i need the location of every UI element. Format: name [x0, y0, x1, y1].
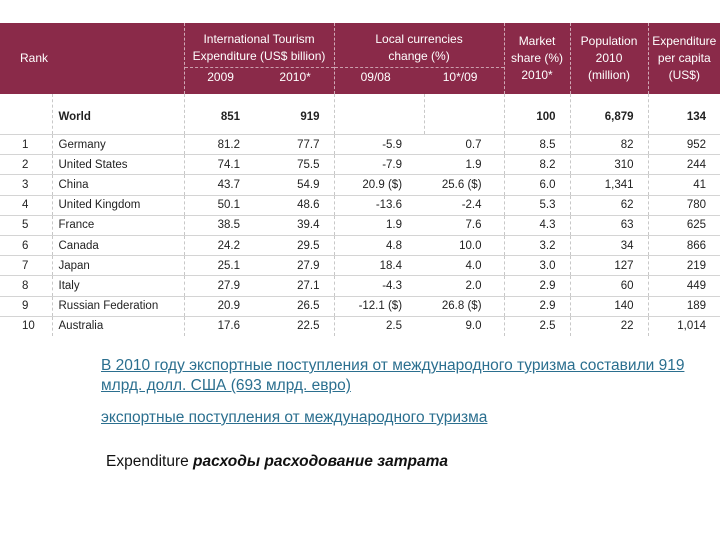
table-row — [0, 155, 720, 175]
cell-cur1009: 9.0 — [424, 316, 504, 336]
cell-share: 2.9 — [504, 296, 570, 316]
cell-country: Australia — [52, 316, 184, 336]
cell-share: 4.3 — [504, 215, 570, 235]
cell-cur1009: 26.8 ($) — [424, 296, 504, 316]
table-row — [0, 316, 720, 336]
cell-exp2009: 81.2 — [184, 135, 254, 155]
cell-per-capita: 449 — [648, 276, 720, 296]
cell-exp2009: 74.1 — [184, 155, 254, 175]
cell-rank: 6 — [0, 235, 52, 255]
expenditure-header: International Tourism Expenditure (US$ billion) 2009 2010* — [184, 23, 334, 94]
cell-country: Japan — [52, 256, 184, 276]
cell-cur1009: 10.0 — [424, 235, 504, 255]
cell-exp2010: 77.7 — [254, 135, 334, 155]
cell-cur1009: 2.0 — [424, 276, 504, 296]
cell-population: 62 — [570, 195, 648, 215]
table-row — [0, 235, 720, 255]
cell-rank: 7 — [0, 256, 52, 276]
cell-exp2010: 75.5 — [254, 155, 334, 175]
cell-country: United States — [52, 155, 184, 175]
caption-sentence[interactable]: В 2010 году экспортные поступления от международного туризма составили 919 млрд. долл. США (693 млрд. евро) — [101, 357, 685, 394]
cell-cur0908: -12.1 ($) — [334, 296, 424, 316]
cell-per-capita: 41 — [648, 175, 720, 195]
cell-cur0908: -4.3 — [334, 276, 424, 296]
cell-cur1009: -2.4 — [424, 195, 504, 215]
cell-country: Canada — [52, 235, 184, 255]
cell-population: 127 — [570, 256, 648, 276]
cell-exp2010: 29.5 — [254, 235, 334, 255]
cell-rank: 1 — [0, 135, 52, 155]
cell-exp2009: 38.5 — [184, 215, 254, 235]
glossary-terms — [106, 452, 448, 472]
cell-rank: 8 — [0, 276, 52, 296]
cell-per-capita: 219 — [648, 256, 720, 276]
cell-population: 60 — [570, 276, 648, 296]
cell-cur0908: 4.8 — [334, 235, 424, 255]
cell-exp2010: 27.9 — [254, 256, 334, 276]
cell-exp2009: 17.6 — [184, 316, 254, 336]
cell-rank: 10 — [0, 316, 52, 336]
cell-share: 6.0 — [504, 175, 570, 195]
table-row — [0, 195, 720, 215]
cell-share: 2.9 — [504, 276, 570, 296]
cell-cur0908: -13.6 — [334, 195, 424, 215]
cell-per-capita: 866 — [648, 235, 720, 255]
cell-rank: 9 — [0, 296, 52, 316]
cell-rank: 3 — [0, 175, 52, 195]
cell-exp2009: 24.2 — [184, 235, 254, 255]
cell-share: 2.5 — [504, 316, 570, 336]
cell-cur1009: 7.6 — [424, 215, 504, 235]
tourism-expenditure-table — [0, 23, 720, 333]
cell-exp2009: 50.1 — [184, 195, 254, 215]
cell-per-capita: 625 — [648, 215, 720, 235]
cell-cur0908: 1.9 — [334, 215, 424, 235]
cell-population: 22 — [570, 316, 648, 336]
cell-share: 8.2 — [504, 155, 570, 175]
cell-population: 82 — [570, 135, 648, 155]
table-row — [0, 296, 720, 316]
cell-exp2010: 48.6 — [254, 195, 334, 215]
cell-country: China — [52, 175, 184, 195]
cell-cur0908: -5.9 — [334, 135, 424, 155]
cell-share: 3.0 — [504, 256, 570, 276]
cell-population: 140 — [570, 296, 648, 316]
cell-population: 310 — [570, 155, 648, 175]
cell-cur0908: 18.4 — [334, 256, 424, 276]
table-row — [0, 276, 720, 296]
market-share-header: Market share (%) 2010* — [504, 23, 570, 94]
cell-population: 1,341 — [570, 175, 648, 195]
term-russian: расходы расходование затрата — [193, 453, 448, 470]
cell-cur0908: -7.9 — [334, 155, 424, 175]
table-row — [0, 175, 720, 195]
cell-cur0908: 2.5 — [334, 316, 424, 336]
cell-country: Russian Federation — [52, 296, 184, 316]
cell-exp2010: 39.4 — [254, 215, 334, 235]
cell-cur1009: 0.7 — [424, 135, 504, 155]
cell-rank: 2 — [0, 155, 52, 175]
cell-per-capita: 1,014 — [648, 316, 720, 336]
cell-per-capita: 244 — [648, 155, 720, 175]
cell-exp2009: 43.7 — [184, 175, 254, 195]
cell-cur1009: 4.0 — [424, 256, 504, 276]
cell-cur1009: 1.9 — [424, 155, 504, 175]
term-english: Expenditure — [106, 453, 189, 470]
population-header: Population 2010 (million) — [570, 23, 648, 94]
cell-country: Germany — [52, 135, 184, 155]
cell-exp2009: 27.9 — [184, 276, 254, 296]
cell-rank: 5 — [0, 215, 52, 235]
cell-population: 63 — [570, 215, 648, 235]
table-header-row — [0, 23, 720, 94]
cell-exp2009: 20.9 — [184, 296, 254, 316]
table-row — [0, 215, 720, 235]
cell-per-capita: 780 — [648, 195, 720, 215]
cell-share: 3.2 — [504, 235, 570, 255]
cell-exp2010: 27.1 — [254, 276, 334, 296]
cell-rank: 4 — [0, 195, 52, 215]
cell-country: United Kingdom — [52, 195, 184, 215]
cell-cur1009: 25.6 ($) — [424, 175, 504, 195]
currency-header: Local currencies change (%) 09/08 10*/09 — [334, 23, 504, 94]
cell-share: 5.3 — [504, 195, 570, 215]
caption-phrase[interactable]: экспортные поступления от международного туризма — [101, 409, 488, 426]
cell-per-capita: 952 — [648, 135, 720, 155]
cell-cur0908: 20.9 ($) — [334, 175, 424, 195]
world-row: World 851 919 100 6,879 134 — [0, 94, 720, 135]
cell-exp2010: 26.5 — [254, 296, 334, 316]
cell-population: 34 — [570, 235, 648, 255]
cell-exp2009: 25.1 — [184, 256, 254, 276]
table-row — [0, 135, 720, 155]
data-table — [0, 23, 720, 336]
cell-share: 8.5 — [504, 135, 570, 155]
cell-exp2010: 54.9 — [254, 175, 334, 195]
cell-per-capita: 189 — [648, 296, 720, 316]
per-capita-header: Expenditure per capita (US$) — [652, 34, 717, 82]
rank-header: Rank — [0, 23, 184, 94]
table-row — [0, 256, 720, 276]
cell-country: France — [52, 215, 184, 235]
cell-exp2010: 22.5 — [254, 316, 334, 336]
cell-country: Italy — [52, 276, 184, 296]
